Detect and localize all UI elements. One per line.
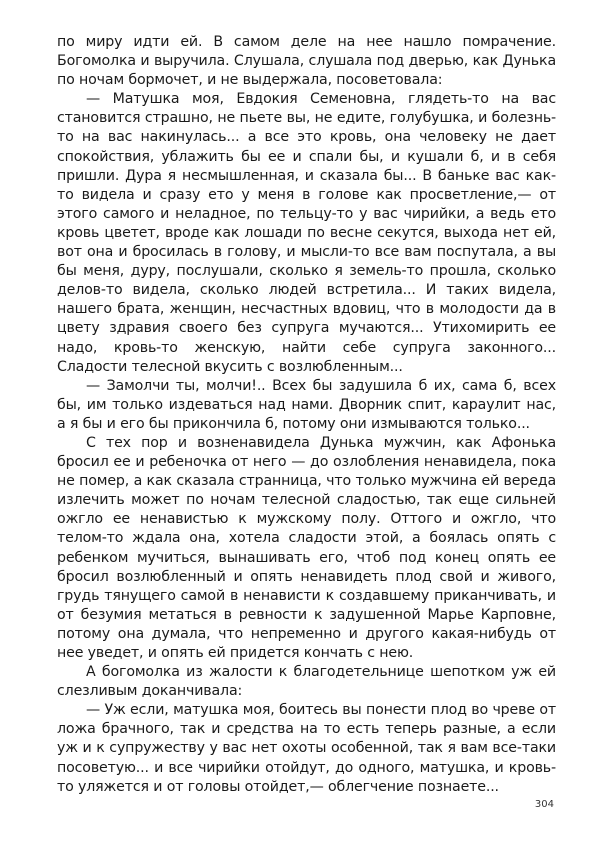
paragraph: А богомолка из жалости к благодетельнице шепотком уж ей слезливым доканчивала:: [57, 664, 556, 700]
page-number: 304: [534, 799, 554, 810]
body-text: [57, 33, 556, 797]
paragraph: по миру идти ей. В самом деле на нее нашло помрачение. Богомолка и выручила. Слушала, слушала под дверью, как Дунька по ночам бормочет, и не выдержала, посоветовала:: [57, 34, 556, 89]
paragraph: — Матушка моя, Евдокия Семеновна, глядеть-то на вас становится страшно, не пьете вы, не едите, голубушка, и болезнь-то на вас накинулась... а все это кровь, она человеку не дает спокойствия, ублажить бы ее и спали бы, и кушали б, и в себя пришли. Дура я несмышленная, и сказала бы... В баньке вас как-то видела и сразу ето у меня в голове как просветление,— от этого самого и неладное, по тельцу-то у вас чирийки, а ведь ето кровь цветет, вроде как лошади по весне секутся, выхода нет ей, вот она и бросилась в голову, и мысли-то все вам поспутала, а вы бы меня, дуру, послушали, сколько я земель-то прошла, сколько делов-то видела, сколько людей встретила... И таких видела, нашего брата, женщин, несчастных вдовиц, что в молодости да в цвету здравия своего без супруга мучаются... Утихомирить ее надо, кровь-то женскую, найти себе супруга законного... Сладости телесной вкусить с возлюбленным...: [57, 91, 556, 375]
paragraph: — Уж если, матушка моя, боитесь вы понести плод во чреве от ложа брачного, так и средства на то есть теперь разные, а если уж и к супружеству у вас нет охоты особенной, так я вам все-таки посоветую... и все чирийки отойдут, до одного, матушка, и кровь-то уляжется и от головы отойдет,— облегчение познаете...: [57, 702, 556, 795]
paragraph: С тех пор и возненавидела Дунька мужчин, как Афонька бросил ее и ребеночка от него — до озлобления ненавидела, пока не помер, а как сказала странница, что только мужчина ей вереда излечить может по ночам телесной сладостью, так еще сильней ожгло ее ненавистью к мужскому полу. Оттого и ожгло, что телом-то ждала она, хотела сладости этой, а боялась опять с ребенком мучиться, вынашивать его, чтоб под конец опять ее бросил возлюбленный и опять ненавидеть плод свой и живого, грудь тянущего самой в ненависти к создавшему приканчивать, и от безумия метаться в ревности к задушенной Марье Карповне, потому она думала, что непременно и другого какая-нибудь от нее уведет, и опять ей придется кончать с нею.: [57, 434, 556, 661]
paragraph: — Замолчи ты, молчи!.. Всех бы задушила б их, сама б, всех бы, им только издеваться над нами. Дворник спит, караулит нас, а я бы и его бы прикончила б, потому они измываются только...: [57, 377, 556, 432]
